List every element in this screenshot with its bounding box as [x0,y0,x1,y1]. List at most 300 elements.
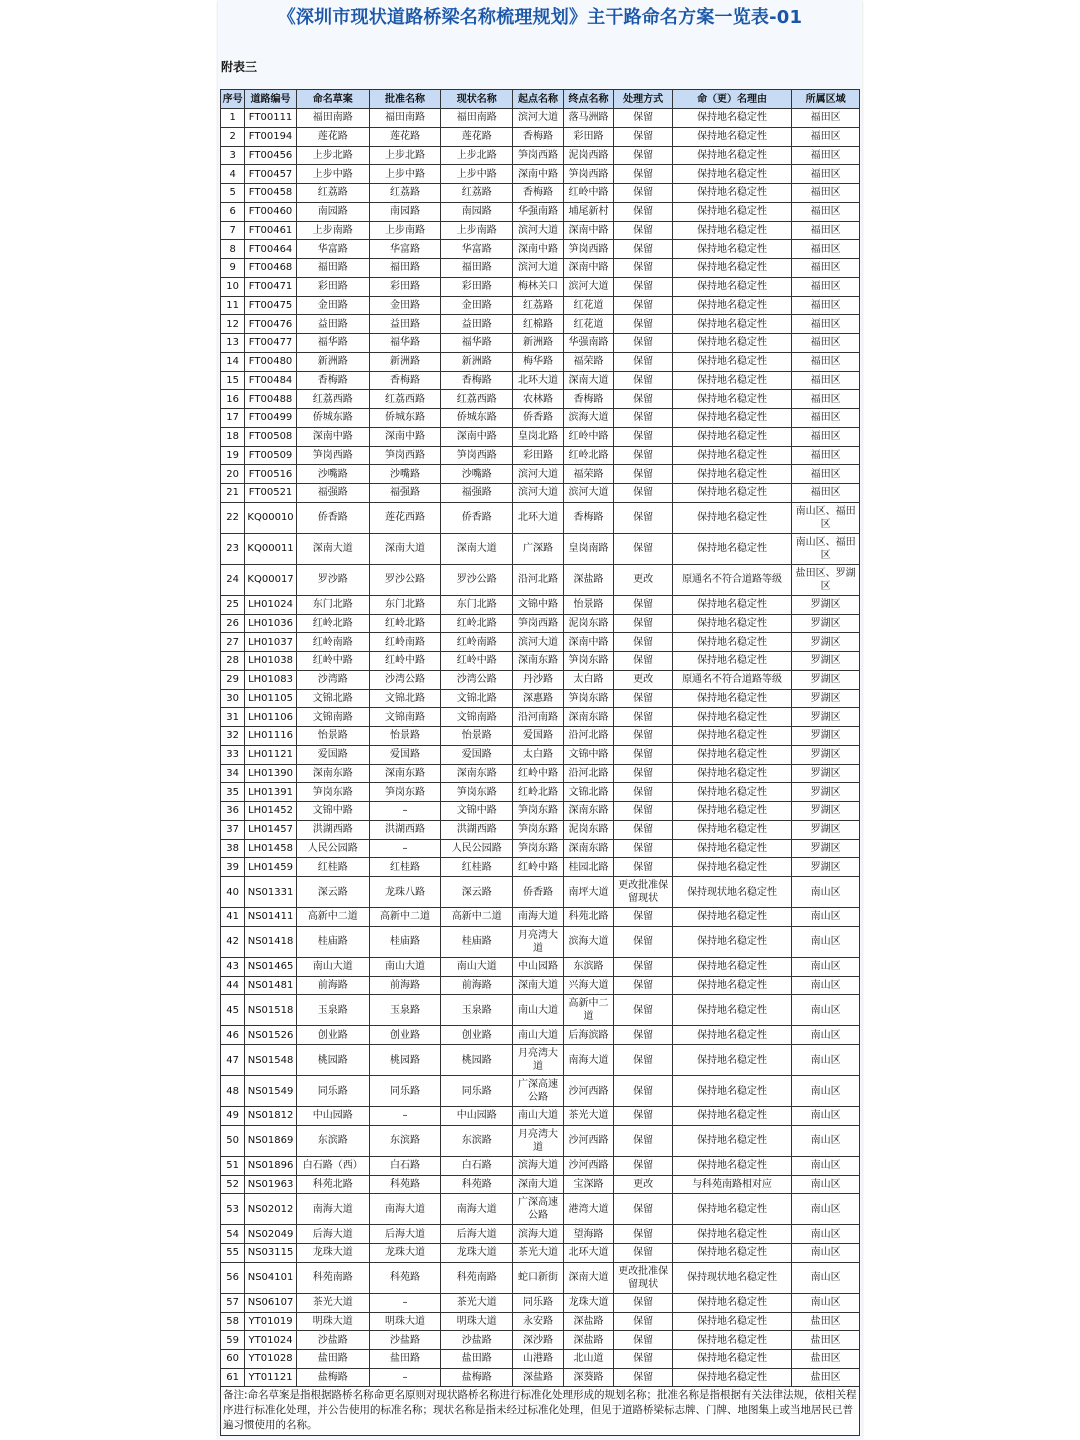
cell-road-code: FT00457 [245,165,297,184]
cell-end-point: 香梅路 [563,390,614,409]
cell-start-point: 丹沙路 [513,670,564,689]
cell-end-point: 深盐路 [563,1331,614,1350]
cell-index: 43 [221,957,245,976]
cell-draft-name: 侨城东路 [296,409,369,428]
cell-draft-name: 上步南路 [296,221,369,240]
header-district: 所属区域 [792,90,860,109]
cell-district: 南山区 [792,957,860,976]
table-row [221,259,860,278]
table-row [221,1331,860,1350]
cell-index: 53 [221,1194,245,1225]
cell-reason: 保持地名稳定性 [672,614,791,633]
cell-draft-name: 文锦南路 [296,708,369,727]
cell-end-point: 红岭中路 [563,427,614,446]
cell-index: 3 [221,146,245,165]
cell-index: 54 [221,1225,245,1244]
cell-end-point: 茶光大道 [563,1107,614,1126]
cell-district: 福田区 [792,259,860,278]
cell-index: 61 [221,1368,245,1387]
cell-treatment: 保留 [614,109,673,128]
header-treatment: 处理方式 [614,90,673,109]
cell-current-name: 文锦南路 [441,708,513,727]
cell-index: 10 [221,277,245,296]
cell-draft-name: 莲花路 [296,127,369,146]
cell-index: 44 [221,976,245,995]
cell-end-point: 东滨路 [563,957,614,976]
cell-index: 56 [221,1262,245,1293]
table-row [221,802,860,821]
cell-district: 罗湖区 [792,633,860,652]
cell-start-point: 新洲路 [513,334,564,353]
cell-reason: 原通名不符合道路等级 [672,670,791,689]
cell-approved-name: 同乐路 [369,1076,441,1107]
cell-road-code: NS03115 [245,1244,297,1263]
cell-end-point: 沙河西路 [563,1156,614,1175]
cell-index: 52 [221,1175,245,1194]
cell-index: 34 [221,764,245,783]
cell-road-code: FT00468 [245,259,297,278]
cell-current-name: 东门北路 [441,595,513,614]
cell-start-point: 山港路 [513,1350,564,1369]
cell-current-name: 爱国路 [441,745,513,764]
cell-current-name: 上步南路 [441,221,513,240]
cell-start-point: 梅林关口 [513,277,564,296]
cell-road-code: LH01390 [245,764,297,783]
cell-reason: 保持现状地名稳定性 [672,877,791,908]
cell-start-point: 红岭中路 [513,858,564,877]
cell-district: 罗湖区 [792,783,860,802]
cell-treatment: 保留 [614,1225,673,1244]
cell-current-name: 红荔路 [441,184,513,203]
cell-draft-name: 红岭北路 [296,614,369,633]
cell-current-name: 福华路 [441,334,513,353]
cell-treatment: 保留 [614,1331,673,1350]
cell-start-point: 彩田路 [513,446,564,465]
cell-road-code: FT00516 [245,465,297,484]
cell-district: 罗湖区 [792,858,860,877]
table-row [221,1175,860,1194]
table-row [221,689,860,708]
cell-start-point: 沿河北路 [513,564,564,595]
cell-current-name: 前海路 [441,976,513,995]
table-row [221,533,860,564]
cell-reason: 保持地名稳定性 [672,409,791,428]
cell-index: 45 [221,995,245,1026]
cell-district: 南山区 [792,1225,860,1244]
cell-district: 罗湖区 [792,764,860,783]
cell-end-point: 高新中二道 [563,995,614,1026]
cell-end-point: 华强南路 [563,334,614,353]
cell-end-point: 北环大道 [563,1244,614,1263]
cell-start-point: 深南大道 [513,1175,564,1194]
cell-draft-name: 福强路 [296,484,369,503]
cell-draft-name: 南海大道 [296,1194,369,1225]
cell-treatment: 保留 [614,127,673,146]
cell-approved-name: 福华路 [369,334,441,353]
cell-index: 11 [221,296,245,315]
cell-start-point: 广深高速公路 [513,1194,564,1225]
cell-district: 南山区、福田区 [792,533,860,564]
cell-draft-name: 爱国路 [296,745,369,764]
cell-reason: 保持地名稳定性 [672,1026,791,1045]
cell-index: 38 [221,839,245,858]
cell-end-point: 深南大道 [563,371,614,390]
table-row [221,957,860,976]
cell-draft-name: 香梅路 [296,371,369,390]
cell-reason: 保持地名稳定性 [672,633,791,652]
cell-reason: 保持地名稳定性 [672,484,791,503]
cell-reason: 保持地名稳定性 [672,1244,791,1263]
cell-reason: 保持地名稳定性 [672,1156,791,1175]
table-row [221,390,860,409]
cell-draft-name: 红荔路 [296,184,369,203]
table-row [221,1293,860,1312]
cell-end-point: 深南中路 [563,221,614,240]
table-row [221,1368,860,1387]
cell-start-point: 北环大道 [513,371,564,390]
cell-draft-name: 沙盐路 [296,1331,369,1350]
cell-road-code: NS01869 [245,1125,297,1156]
cell-current-name: 玉泉路 [441,995,513,1026]
cell-reason: 保持地名稳定性 [672,109,791,128]
cell-treatment: 保留 [614,689,673,708]
cell-index: 36 [221,802,245,821]
cell-start-point: 月亮湾大道 [513,1045,564,1076]
cell-end-point: 埔尾新村 [563,202,614,221]
table-row [221,633,860,652]
cell-district: 罗湖区 [792,708,860,727]
cell-district: 南山区 [792,1156,860,1175]
cell-draft-name: 白石路（西） [296,1156,369,1175]
cell-approved-name: 沙湾公路 [369,670,441,689]
cell-treatment: 保留 [614,296,673,315]
cell-road-code: FT00521 [245,484,297,503]
cell-road-code: FT00111 [245,109,297,128]
cell-treatment: 更改 [614,670,673,689]
cell-end-point: 沿河北路 [563,727,614,746]
cell-road-code: NS04101 [245,1262,297,1293]
cell-draft-name: 新洲路 [296,352,369,371]
cell-end-point: 福荣路 [563,465,614,484]
cell-index: 4 [221,165,245,184]
cell-approved-name: 高新中二道 [369,908,441,927]
cell-index: 18 [221,427,245,446]
cell-treatment: 保留 [614,221,673,240]
cell-road-code: LH01121 [245,745,297,764]
appendix-label: 附表三 [221,60,258,74]
cell-treatment: 保留 [614,259,673,278]
cell-approved-name: 红桂路 [369,858,441,877]
cell-treatment: 保留 [614,409,673,428]
cell-district: 罗湖区 [792,670,860,689]
cell-draft-name: 盐田路 [296,1350,369,1369]
cell-district: 福田区 [792,184,860,203]
cell-reason: 保持地名稳定性 [672,783,791,802]
cell-district: 罗湖区 [792,839,860,858]
cell-road-code: LH01458 [245,839,297,858]
cell-road-code: FT00509 [245,446,297,465]
cell-draft-name: 福田路 [296,259,369,278]
cell-index: 5 [221,184,245,203]
cell-road-code: FT00461 [245,221,297,240]
cell-draft-name: 沙湾路 [296,670,369,689]
cell-treatment: 保留 [614,926,673,957]
cell-end-point: 笋岗西路 [563,240,614,259]
cell-road-code: NS02012 [245,1194,297,1225]
cell-end-point: 落马洲路 [563,109,614,128]
cell-start-point: 北环大道 [513,502,564,533]
cell-start-point: 爱国路 [513,727,564,746]
cell-treatment: 保留 [614,614,673,633]
cell-approved-name: 侨城东路 [369,409,441,428]
table-row [221,926,860,957]
cell-treatment: 保留 [614,1312,673,1331]
cell-start-point: 滨海大道 [513,1156,564,1175]
cell-start-point: 香梅路 [513,127,564,146]
cell-end-point: 深葵路 [563,1368,614,1387]
cell-treatment: 保留 [614,1107,673,1126]
cell-treatment: 保留 [614,427,673,446]
cell-current-name: 侨香路 [441,502,513,533]
cell-district: 罗湖区 [792,595,860,614]
table-row [221,165,860,184]
cell-current-name: 笋岗东路 [441,783,513,802]
cell-road-code: FT00471 [245,277,297,296]
table-row [221,1107,860,1126]
cell-current-name: 红岭南路 [441,633,513,652]
cell-district: 南山区 [792,1293,860,1312]
table-row [221,564,860,595]
cell-road-code: LH01038 [245,652,297,671]
cell-index: 6 [221,202,245,221]
cell-current-name: 深南东路 [441,764,513,783]
cell-reason: 保持地名稳定性 [672,1331,791,1350]
cell-index: 37 [221,820,245,839]
cell-district: 福田区 [792,446,860,465]
cell-approved-name: 红岭南路 [369,633,441,652]
cell-draft-name: 笋岗东路 [296,783,369,802]
document-page [218,0,862,1440]
cell-start-point: 滨河大道 [513,484,564,503]
cell-approved-name: 龙珠大道 [369,1244,441,1263]
cell-reason: 保持地名稳定性 [672,296,791,315]
cell-reason: 保持地名稳定性 [672,184,791,203]
cell-approved-name: 桂庙路 [369,926,441,957]
cell-approved-name: 怡景路 [369,727,441,746]
cell-treatment: 保留 [614,976,673,995]
cell-current-name: 同乐路 [441,1076,513,1107]
cell-draft-name: 金田路 [296,296,369,315]
table-row [221,745,860,764]
cell-district: 福田区 [792,240,860,259]
cell-road-code: LH01106 [245,708,297,727]
cell-draft-name: 东滨路 [296,1125,369,1156]
cell-reason: 保持地名稳定性 [672,858,791,877]
cell-district: 福田区 [792,221,860,240]
cell-approved-name: 南海大道 [369,1194,441,1225]
cell-reason: 与科苑南路相对应 [672,1175,791,1194]
footnote: 备注:命名草案是指根据路桥名称命更名原则对现状路桥名称进行标准化处理形成的规划名称；批准名称是指根据有关法律法规，依相关程序进行标准化处理，并公告使用的标准名称；现状名称是指未经过标准化处理，但见于道路桥梁标志牌、门牌、地图集上或当地居民已普遍习惯使用的名称。 [220,1386,860,1436]
cell-draft-name: 华富路 [296,240,369,259]
cell-start-point: 太白路 [513,745,564,764]
cell-start-point: 滨海大道 [513,1225,564,1244]
cell-end-point: 滨河大道 [563,484,614,503]
cell-end-point: 沙河西路 [563,1125,614,1156]
cell-road-code: NS01896 [245,1156,297,1175]
cell-index: 1 [221,109,245,128]
cell-draft-name: 龙珠大道 [296,1244,369,1263]
cell-index: 25 [221,595,245,614]
cell-approved-name: 莲花路 [369,127,441,146]
cell-road-code: FT00488 [245,390,297,409]
cell-start-point: 滨河大道 [513,465,564,484]
cell-current-name: 东滨路 [441,1125,513,1156]
cell-start-point: 深盐路 [513,1368,564,1387]
cell-approved-name: 福田南路 [369,109,441,128]
table-row [221,1244,860,1263]
table-row [221,1125,860,1156]
cell-treatment: 保留 [614,165,673,184]
cell-current-name: 深云路 [441,877,513,908]
cell-start-point: 深南东路 [513,652,564,671]
cell-approved-name: 盐田路 [369,1350,441,1369]
cell-reason: 保持地名稳定性 [672,995,791,1026]
cell-road-code: FT00508 [245,427,297,446]
cell-end-point: 福荣路 [563,352,614,371]
cell-road-code: KQ00011 [245,533,297,564]
cell-draft-name: 沙嘴路 [296,465,369,484]
cell-current-name: 创业路 [441,1026,513,1045]
cell-treatment: 保留 [614,502,673,533]
cell-draft-name: 科苑南路 [296,1262,369,1293]
cell-index: 31 [221,708,245,727]
cell-end-point: 笋岗东路 [563,652,614,671]
cell-road-code: NS01812 [245,1107,297,1126]
cell-road-code: FT00460 [245,202,297,221]
cell-end-point: 红岭中路 [563,184,614,203]
cell-district: 南山区 [792,995,860,1026]
cell-district: 南山区 [792,1175,860,1194]
cell-reason: 保持地名稳定性 [672,820,791,839]
cell-current-name: 上步北路 [441,146,513,165]
cell-district: 南山区 [792,1026,860,1045]
header-approved-name: 批准名称 [369,90,441,109]
cell-approved-name: 明珠大道 [369,1312,441,1331]
cell-approved-name: – [369,802,441,821]
cell-draft-name: 文锦中路 [296,802,369,821]
cell-draft-name: 深南大道 [296,533,369,564]
cell-draft-name: 桂庙路 [296,926,369,957]
cell-end-point: 泥岗西路 [563,146,614,165]
cell-draft-name: 深南中路 [296,427,369,446]
cell-road-code: FT00456 [245,146,297,165]
cell-reason: 保持地名稳定性 [672,315,791,334]
cell-current-name: 红岭中路 [441,652,513,671]
cell-current-name: 罗沙公路 [441,564,513,595]
table-row [221,1225,860,1244]
cell-draft-name: 深南东路 [296,764,369,783]
cell-current-name: 明珠大道 [441,1312,513,1331]
table-row [221,727,860,746]
cell-reason: 保持地名稳定性 [672,957,791,976]
cell-current-name: 红荔西路 [441,390,513,409]
cell-treatment: 保留 [614,334,673,353]
cell-index: 7 [221,221,245,240]
cell-current-name: 深南中路 [441,427,513,446]
cell-draft-name: 侨香路 [296,502,369,533]
cell-approved-name: 红荔西路 [369,390,441,409]
cell-district: 南山区 [792,976,860,995]
cell-district: 福田区 [792,127,860,146]
cell-treatment: 保留 [614,802,673,821]
cell-index: 21 [221,484,245,503]
cell-start-point: 华强南路 [513,202,564,221]
cell-start-point: 红岭北路 [513,783,564,802]
table-row [221,908,860,927]
header-draft-name: 命名草案 [296,90,369,109]
cell-current-name: 笋岗西路 [441,446,513,465]
cell-approved-name: 玉泉路 [369,995,441,1026]
cell-approved-name: 莲花西路 [369,502,441,533]
cell-start-point: 南山大道 [513,1026,564,1045]
cell-district: 盐田区 [792,1312,860,1331]
cell-reason: 保持地名稳定性 [672,745,791,764]
cell-district: 罗湖区 [792,820,860,839]
cell-end-point: 深盐路 [563,564,614,595]
cell-index: 30 [221,689,245,708]
table-row [221,277,860,296]
cell-road-code: LH01037 [245,633,297,652]
cell-district: 罗湖区 [792,652,860,671]
cell-treatment: 保留 [614,146,673,165]
cell-end-point: 南海大道 [563,1045,614,1076]
cell-index: 50 [221,1125,245,1156]
cell-reason: 保持地名稳定性 [672,1045,791,1076]
cell-treatment: 保留 [614,727,673,746]
cell-end-point: 科苑北路 [563,908,614,927]
cell-treatment: 保留 [614,858,673,877]
cell-treatment: 保留 [614,783,673,802]
cell-end-point: 滨河大道 [563,277,614,296]
cell-draft-name: 红桂路 [296,858,369,877]
cell-current-name: 后海大道 [441,1225,513,1244]
cell-approved-name: 后海大道 [369,1225,441,1244]
cell-end-point: 北山道 [563,1350,614,1369]
table-row [221,1262,860,1293]
cell-reason: 保持地名稳定性 [672,926,791,957]
cell-road-code: NS01549 [245,1076,297,1107]
cell-reason: 保持地名稳定性 [672,127,791,146]
cell-approved-name: 上步北路 [369,146,441,165]
cell-end-point: 沙河西路 [563,1076,614,1107]
table-header-row [221,90,860,109]
cell-reason: 保持地名稳定性 [672,1076,791,1107]
cell-district: 福田区 [792,334,860,353]
cell-draft-name: 桃园路 [296,1045,369,1076]
cell-treatment: 保留 [614,184,673,203]
cell-draft-name: 福田南路 [296,109,369,128]
cell-end-point: 深南中路 [563,259,614,278]
cell-end-point: 泥岗东路 [563,614,614,633]
cell-current-name: 福田路 [441,259,513,278]
cell-draft-name: 福华路 [296,334,369,353]
cell-index: 42 [221,926,245,957]
cell-current-name: 香梅路 [441,371,513,390]
cell-index: 14 [221,352,245,371]
cell-approved-name: – [369,1107,441,1126]
cell-district: 南山区 [792,1045,860,1076]
cell-current-name: 茶光大道 [441,1293,513,1312]
